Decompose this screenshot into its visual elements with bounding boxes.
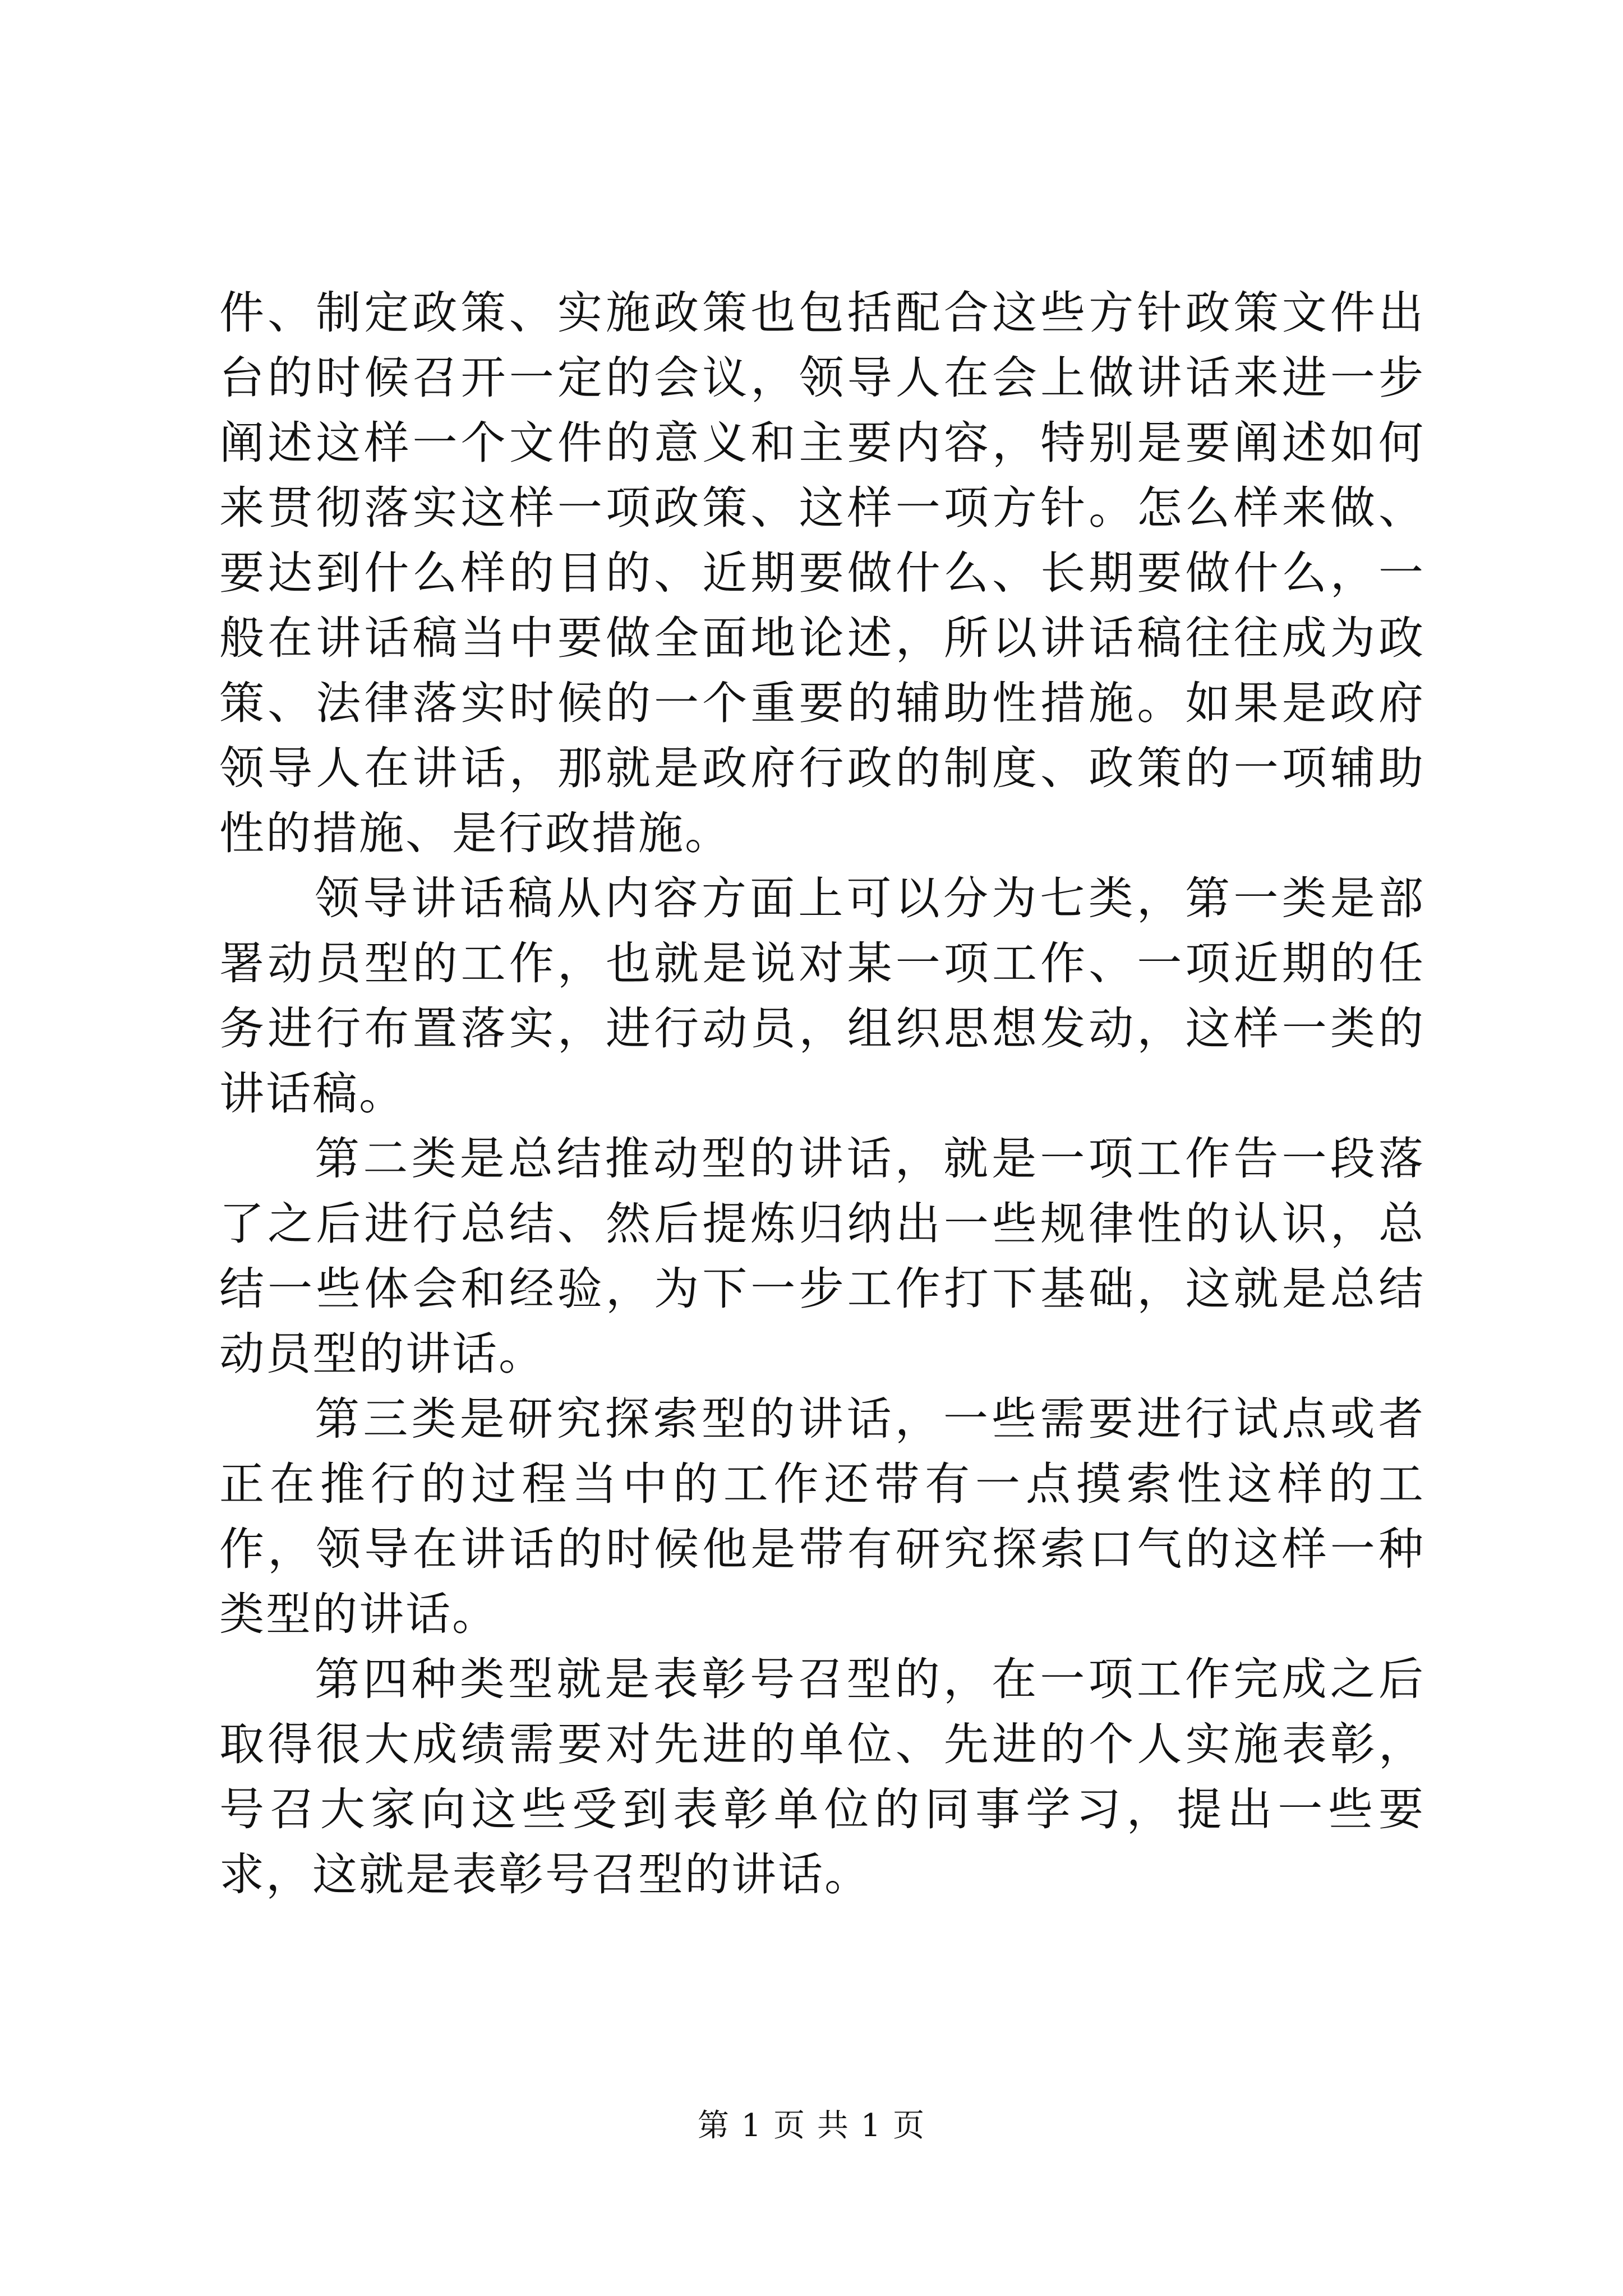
paragraph-category-overview: 领导讲话稿从内容方面上可以分为七类，第一类是部署动员型的工作，也就是说对某一项工作、一项近期的任务进行布置落实，进行动员，组织思想发动，这样一类的讲话稿。 (219, 872, 1425, 1120)
paragraph-category-3: 第三类是研究探索型的讲话，一些需要进行试点或者正在推行的过程当中的工作还带有一点摸索性这样的工作，领导在讲话的时候他是带有研究探索口气的这样一种类型的讲话。 (219, 1393, 1425, 1640)
page-number-footer: 第 1 页 共 1 页 (697, 2108, 926, 2144)
paragraph-category-4: 第四种类型就是表彰号召型的，在一项工作完成之后取得很大成绩需要对先进的单位、先进的个人实施表彰，号召大家向这些受到表彰单位的同事学习，提出一些要求，这就是表彰号召型的讲话。 (219, 1653, 1425, 1901)
paragraph-continuation: 件、制定政策、实施政策也包括配合这些方针政策文件出台的时候召开一定的会议，领导人在会上做讲话来进一步阐述这样一个文件的意义和主要内容，特别是要阐述如何来贯彻落实这样一项政策、这样一项方针。怎么样来做、要达到什么样的目的、近期要做什么、长期要做什么，一般在讲话稿当中要做全面地论述，所以讲话稿往往成为政策、法律落实时候的一个重要的辅助性措施。如果是政府领导人在讲话，那就是政府行政的制度、政策的一项辅助性的措施、是行政措施。 (219, 287, 1425, 859)
paragraph-category-2: 第二类是总结推动型的讲话，就是一项工作告一段落了之后进行总结、然后提炼归纳出一些规律性的认识，总结一些体会和经验，为下一步工作打下基础，这就是总结动员型的讲话。 (219, 1133, 1425, 1380)
document-body (219, 280, 1425, 1907)
